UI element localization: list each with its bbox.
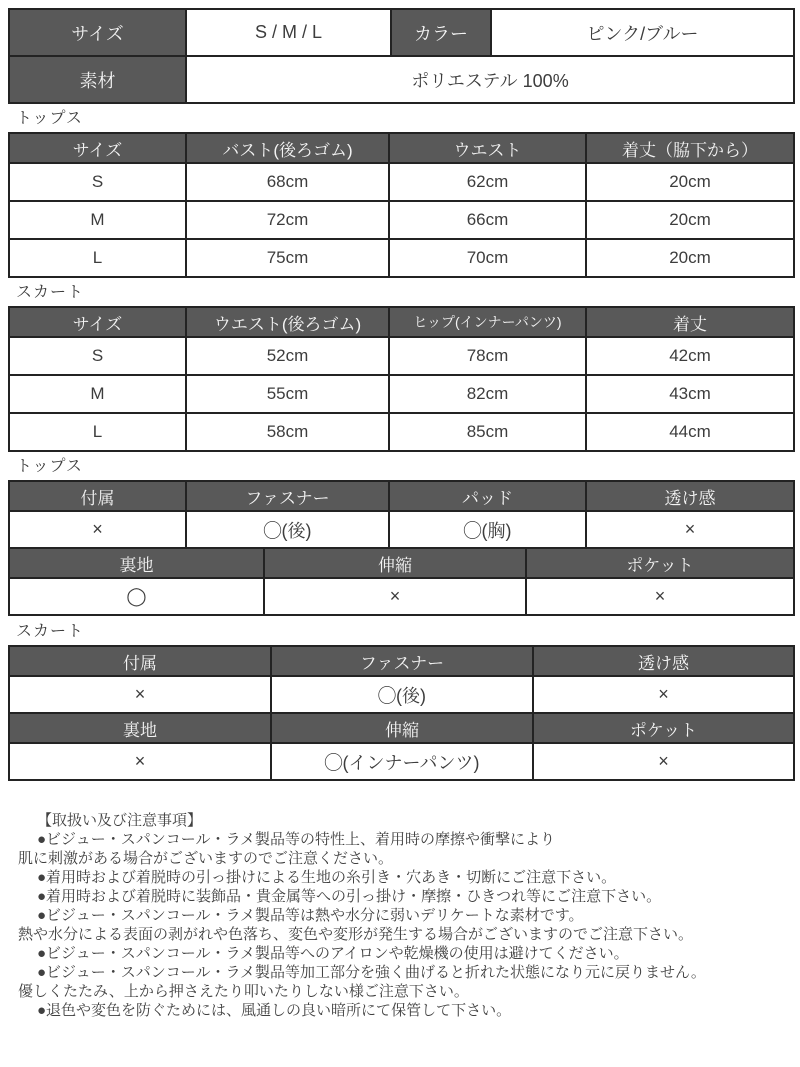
header-cell: バスト(後ろゴム)	[186, 133, 389, 163]
color-label-cell: カラー	[391, 9, 491, 56]
skirt-details-table-a	[8, 645, 795, 714]
length-cell: 42cm	[586, 337, 794, 375]
length-cell: 44cm	[586, 413, 794, 451]
tops-size-table	[8, 132, 795, 278]
tops-details-table-a	[8, 480, 795, 549]
note-line: 肌に刺激がある場合がございますのでご注意ください。	[18, 850, 394, 867]
hip-cell: 82cm	[389, 375, 586, 413]
table-row	[9, 375, 794, 413]
note-line: 熱や水分による表面の剥がれや色落ち、変色や変形が発生する場合がございますのでご注意下さい。	[18, 926, 694, 943]
note-line: ●ビジュー・スパンコール・ラメ製品等加工部分を強く曲げると折れた状態になり元に戻りません。	[37, 964, 706, 981]
note-line: ●ビジュー・スパンコール・ラメ製品等は熱や水分に弱いデリケートな素材です。	[37, 907, 584, 924]
header-cell: 裏地	[9, 713, 271, 743]
header-cell: 付属	[9, 481, 186, 511]
size-label-cell: サイズ	[9, 9, 186, 56]
header-cell: 付属	[9, 646, 271, 676]
bust-cell: 72cm	[186, 201, 389, 239]
waist-cell: 52cm	[186, 337, 389, 375]
value-cell: ×	[9, 676, 271, 713]
value-cell: ×	[9, 511, 186, 548]
waist-cell: 70cm	[389, 239, 586, 277]
value-cell: ◯(後)	[271, 676, 533, 713]
table-row	[9, 578, 794, 615]
header-cell: 裏地	[9, 548, 264, 578]
material-label-cell: 素材	[9, 56, 186, 103]
table-row	[9, 163, 794, 201]
header-cell: 着丈（脇下から）	[586, 133, 794, 163]
table-row	[9, 676, 794, 713]
table-header-row	[9, 481, 794, 511]
table-header-row	[9, 133, 794, 163]
material-value-cell: ポリエステル 100%	[186, 56, 794, 103]
value-cell: ×	[264, 578, 526, 615]
header-cell: ウエスト(後ろゴム)	[186, 307, 389, 337]
length-cell: 43cm	[586, 375, 794, 413]
size-cell: L	[9, 413, 186, 451]
header-cell: ファスナー	[186, 481, 389, 511]
table-header-row	[9, 713, 794, 743]
header-cell: 伸縮	[271, 713, 533, 743]
value-cell: ◯(インナーパンツ)	[271, 743, 533, 780]
size-cell: M	[9, 201, 186, 239]
value-cell: ×	[586, 511, 794, 548]
value-cell: ×	[533, 676, 794, 713]
care-notes	[8, 811, 795, 1020]
skirt-details-table-b	[8, 712, 795, 781]
header-cell: ウエスト	[389, 133, 586, 163]
table-header-row	[9, 307, 794, 337]
value-cell: ×	[533, 743, 794, 780]
note-line: ●ビジュー・スパンコール・ラメ製品等へのアイロンや乾燥機の使用は避けてください。	[37, 945, 629, 962]
value-cell: ×	[526, 578, 794, 615]
waist-cell: 55cm	[186, 375, 389, 413]
header-cell: 伸縮	[264, 548, 526, 578]
waist-cell: 62cm	[389, 163, 586, 201]
skirt-size-section-label: スカート	[16, 284, 85, 301]
note-line: 優しくたたみ、上から押さえたり叩いたりしない様ご注意下さい。	[18, 983, 469, 1000]
length-cell: 20cm	[586, 163, 794, 201]
header-cell: ファスナー	[271, 646, 533, 676]
header-cell: 透け感	[533, 646, 794, 676]
header-cell: ポケット	[533, 713, 794, 743]
header-cell: ヒップ(インナーパンツ)	[389, 307, 586, 337]
skirt-details-section-label: スカート	[16, 623, 85, 640]
value-cell: ◯(後)	[186, 511, 389, 548]
size-cell: S	[9, 337, 186, 375]
note-line: ●ビジュー・スパンコール・ラメ製品等の特性上、着用時の摩擦や衝撃により	[37, 831, 556, 848]
header-cell: サイズ	[9, 307, 186, 337]
header-cell: 着丈	[586, 307, 794, 337]
size-cell: M	[9, 375, 186, 413]
table-row	[9, 743, 794, 780]
tops-details-table-b	[8, 547, 795, 616]
table-row	[9, 511, 794, 548]
length-cell: 20cm	[586, 201, 794, 239]
color-value-cell: ピンク/ブルー	[491, 9, 794, 56]
size-value-cell: S / M / L	[186, 9, 391, 56]
hip-cell: 78cm	[389, 337, 586, 375]
waist-cell: 66cm	[389, 201, 586, 239]
value-cell: ×	[9, 743, 271, 780]
tops-details-section-label: トップス	[16, 458, 83, 475]
table-row	[9, 239, 794, 277]
note-line: ●退色や変色を防ぐためには、風通しの良い暗所にて保管して下さい。	[37, 1002, 512, 1019]
note-line: ●着用時および着脱時の引っ掛けによる生地の糸引き・穴あき・切断にご注意下さい。	[37, 869, 617, 886]
table-row	[9, 201, 794, 239]
header-cell: サイズ	[9, 133, 186, 163]
header-cell: 透け感	[586, 481, 794, 511]
product-info-table	[8, 8, 795, 104]
table-row	[9, 413, 794, 451]
size-cell: L	[9, 239, 186, 277]
table-header-row	[9, 548, 794, 578]
note-line: ●着用時および着脱時に装飾品・貴金属等への引っ掛け・摩擦・ひきつれ等にご注意下さい。	[37, 888, 662, 905]
hip-cell: 85cm	[389, 413, 586, 451]
length-cell: 20cm	[586, 239, 794, 277]
care-notes-title: 【取扱い及び注意事項】	[37, 812, 203, 829]
value-cell: ◯(胸)	[389, 511, 586, 548]
table-row	[9, 337, 794, 375]
value-cell: ◯	[9, 578, 264, 615]
header-cell: パッド	[389, 481, 586, 511]
bust-cell: 68cm	[186, 163, 389, 201]
bust-cell: 75cm	[186, 239, 389, 277]
size-cell: S	[9, 163, 186, 201]
table-header-row	[9, 646, 794, 676]
table-row	[9, 56, 794, 103]
tops-size-section-label: トップス	[16, 110, 83, 127]
table-row	[9, 9, 794, 56]
header-cell: ポケット	[526, 548, 794, 578]
waist-cell: 58cm	[186, 413, 389, 451]
skirt-size-table	[8, 306, 795, 452]
